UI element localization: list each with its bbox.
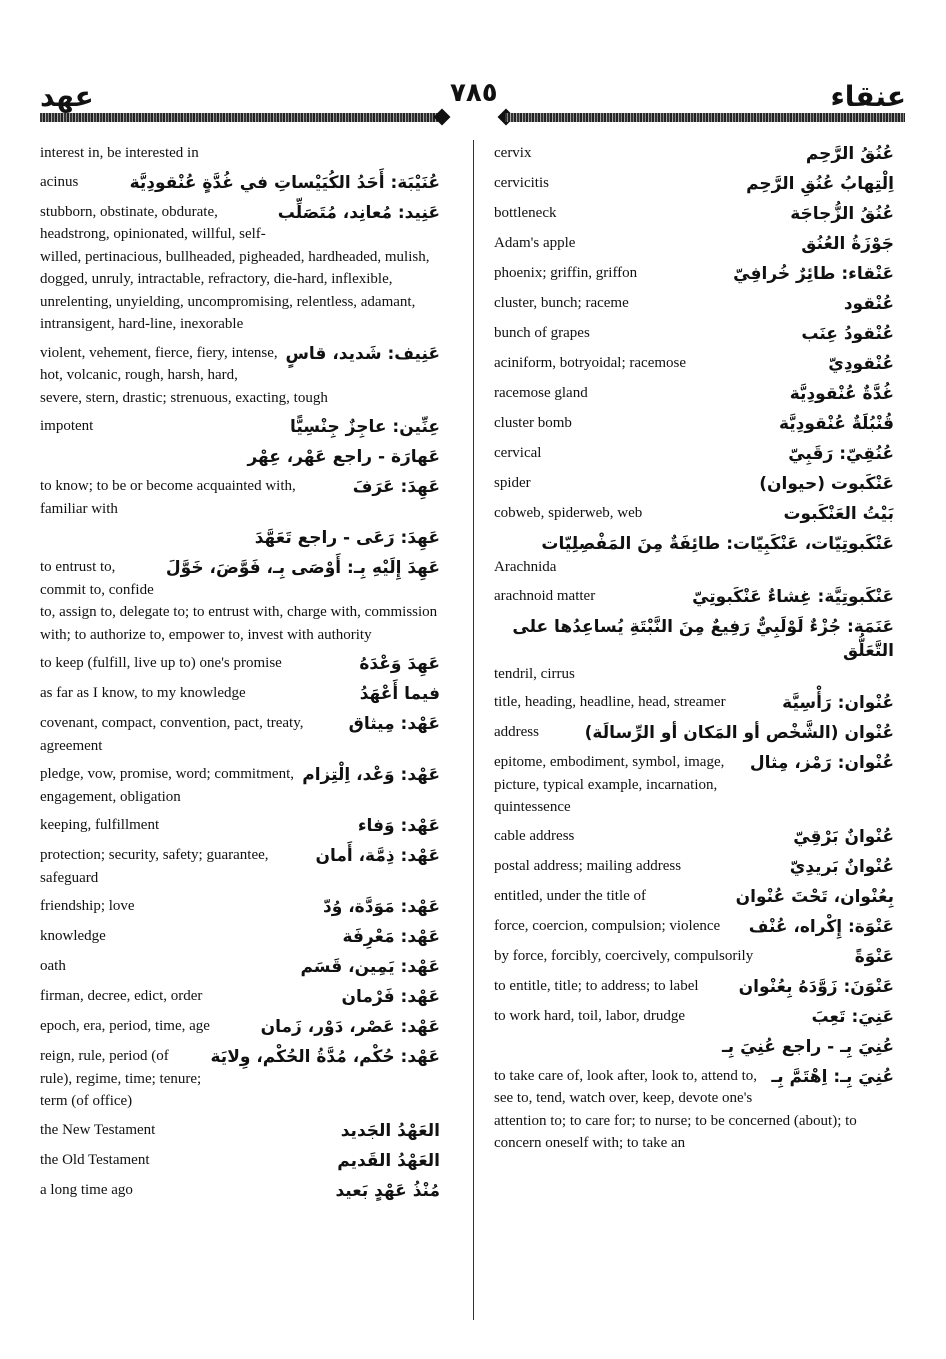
dictionary-entry (494, 292, 894, 316)
english-definition: spider (494, 475, 531, 491)
english-definition: stubborn, obstinate, obdurate, headstrong, opinionated, willful, self-willed, pertinacious, bullheaded, pigheaded, hardheaded, mulish, dogged, unruly, intractable, refractory, die-hard, inflexible, unrelenting, unyielding, uncompromising, relentless, adamant, intransigent, hard-line, inexorable (40, 203, 430, 332)
arabic-headword: عَهْد: وَعْد، اِلْتِزام (302, 765, 440, 785)
arabic-headword: عُنْوان: رَمْز، مِثال (749, 753, 894, 773)
arabic-headword: عُنْقود (843, 294, 894, 314)
page-header (0, 78, 946, 138)
dictionary-entry (494, 352, 894, 376)
dictionary-entry (494, 751, 894, 819)
english-definition: to entitle, title; to address; to label (494, 977, 699, 994)
dictionary-entry (40, 682, 440, 706)
dictionary-entry (494, 322, 894, 346)
arabic-headword: عَهِدَ إِلَيْهِ بِـ: أَوْصَى بِـ، فَوَّضَ، خَوَّلَ (165, 558, 440, 578)
english-definition: the New Testament (40, 1121, 156, 1138)
dictionary-entry (40, 763, 440, 808)
english-definition: address (494, 724, 539, 740)
dictionary-entry (494, 232, 894, 256)
arabic-headword: عَهْد: يَمِين، قَسَم (300, 957, 440, 977)
english-definition: friendship; love (40, 898, 135, 914)
dictionary-entry (494, 945, 894, 969)
english-definition: title, heading, headline, head, streamer (494, 694, 726, 710)
english-definition: impotent (40, 418, 94, 434)
english-definition: entitled, under the title of (494, 887, 647, 904)
dictionary-entry (40, 1015, 440, 1039)
english-definition: cable address (494, 827, 575, 844)
arabic-headword: عَهْد: مَوَدَّة، وُدّ (323, 897, 440, 917)
arabic-headword: جَوْزَةُ العُنُق (801, 234, 894, 254)
arabic-headword: عَهْد: وَفاء (357, 816, 440, 836)
english-definition: cervicitis (494, 175, 549, 191)
dictionary-entry (40, 652, 440, 676)
arabic-headword: عَنَمَة: جُزْءٌ لَوْلَبِيٌّ رَفِيعٌ مِنَ النَّبْتَةِ يُساعِدُها على التَّعَلُّق (512, 616, 894, 661)
english-definition: epoch, era, period, time, age (40, 1018, 210, 1034)
english-definition: acinus (40, 173, 79, 190)
dictionary-entry (494, 412, 894, 436)
dictionary-entry (494, 532, 894, 579)
dictionary-entry (494, 1035, 894, 1059)
dictionary-entry (40, 201, 440, 336)
arabic-headword: غُدَّةٌ عُنْقودِيَّة (789, 384, 894, 404)
english-definition: tendril, cirrus (494, 665, 575, 682)
english-definition: Arachnida (494, 559, 557, 575)
arabic-headword: عَهِدَ وَعْدَهُ (359, 654, 440, 674)
dictionary-entry (494, 502, 894, 526)
english-definition: keeping, fulfillment (40, 817, 160, 833)
dictionary-entry (494, 615, 894, 686)
dictionary-entry (494, 442, 894, 466)
page-number: ٧٨٥ (450, 78, 498, 108)
english-definition: to entrust to, commit to, confide to, assign to, delegate to; to entrust with, charge with, commission with; to authorize to, empower to, invest with authority (40, 559, 438, 643)
english-definition: to take care of, look after, look to, attend to, see to, tend, watch over, keep, devote one's attention to; to care for; to nurse; to be concerned (about); to concern oneself with; to take an (494, 1067, 857, 1151)
english-definition: to work hard, toil, labor, drudge (494, 1007, 686, 1024)
arabic-headword: فيما أَعْهَدُ (359, 684, 440, 704)
arabic-headword: عُنَيْبَة: أَحَدُ الكُيَيْساتِ في غُدَّةٍ عُنْقودِيَّة (129, 172, 440, 193)
diamond-ornament-left (434, 109, 451, 126)
arabic-headword: قُنْبُلَةٌ عُنْقودِيَّة (778, 414, 894, 434)
arabic-headword: عَهارَة - راجع عَهْر، عِهْر (247, 447, 440, 467)
arabic-headword: العَهْدُ القَديم (337, 1150, 440, 1171)
dictionary-entry (40, 955, 440, 979)
arabic-headword: عَنِيد: مُعانِد، مُتَصَلِّب (277, 202, 440, 223)
dictionary-entry (494, 1005, 894, 1029)
arabic-headword: عَنْكَبوتِيَّة: غِشاءٌ عَنْكَبوتِيّ (692, 586, 894, 607)
dictionary-entry (40, 1045, 440, 1113)
english-definition: as far as I know, to my knowledge (40, 685, 246, 701)
arabic-headword: مُنْذُ عَهْدٍ بَعيد (335, 1180, 440, 1201)
dictionary-entry (494, 202, 894, 226)
dictionary-entry (40, 985, 440, 1009)
arabic-headword: عَهِدَ: رَعَى - راجع تَعَهَّدَ (254, 528, 440, 548)
arabic-headword: عُنْقودُ عِنَب (801, 324, 894, 344)
english-definition: Adam's apple (494, 235, 576, 251)
arabic-headword: عُنِيَ بِـ: اِهْتَمَّ بِـ (771, 1066, 894, 1087)
dictionary-entry (494, 825, 894, 849)
english-definition: cluster, bunch; raceme (494, 295, 629, 311)
dictionary-entry (494, 691, 894, 715)
arabic-headword: العَهْدُ الجَديد (340, 1120, 440, 1141)
english-definition: arachnoid matter (494, 587, 596, 604)
arabic-headword: عَنْوَة: إِكْراه، عُنْف (748, 916, 894, 937)
arabic-headword: عَنْكَبوت (حيوان) (759, 474, 894, 494)
guide-word-right: عنقاء (830, 80, 906, 113)
arabic-headword: عَنِيَ: تَعِبَ (811, 1006, 894, 1027)
dictionary-entry (494, 262, 894, 286)
arabic-headword: عَنْكَبوتِيّات، عَنْكَبِيّات: طائِفَةٌ مِنَ المَفْصِلِيّات (541, 534, 894, 554)
english-definition: knowledge (40, 928, 106, 944)
english-definition: cervical (494, 445, 542, 461)
dictionary-entry (494, 1065, 894, 1155)
english-definition: cobweb, spiderweb, web (494, 505, 643, 521)
dictionary-entry (40, 556, 440, 646)
dictionary-entry (494, 142, 894, 166)
english-definition: the Old Testament (40, 1151, 150, 1168)
dictionary-entry (494, 855, 894, 879)
arabic-headword: عَهْد: مَعْرِفَة (342, 927, 440, 947)
english-definition: oath (40, 958, 66, 974)
dictionary-entry (40, 526, 440, 550)
english-definition: bottleneck (494, 205, 557, 221)
english-definition: aciniform, botryoidal; racemose (494, 355, 687, 371)
english-definition: cluster bomb (494, 415, 572, 431)
arabic-headword: عَنْقاء: طائِرٌ خُرافِيّ (733, 264, 894, 284)
dictionary-entry (494, 585, 894, 609)
right-column (494, 142, 894, 1161)
arabic-headword: عَهْد: فَرْمان (341, 987, 440, 1007)
dictionary-entry (494, 915, 894, 939)
dictionary-entry (40, 415, 440, 439)
left-column (40, 142, 440, 1209)
english-definition: to know; to be or become acquainted with, familiar with (40, 478, 296, 517)
dictionary-entry (40, 844, 440, 889)
dictionary-entry (494, 975, 894, 999)
arabic-headword: عُنُقُ الرَّحِم (805, 144, 894, 164)
dictionary-entry (40, 142, 440, 165)
arabic-headword: عَهِدَ: عَرَفَ (352, 477, 440, 497)
english-definition: a long time ago (40, 1181, 133, 1198)
english-definition: interest in, be interested in (40, 145, 199, 161)
english-definition: to keep (fulfill, live up to) one's promise (40, 655, 282, 671)
arabic-headword: عَهْد: حُكْم، مُدَّةُ الحُكْم، وِلايَة (210, 1047, 440, 1067)
arabic-headword: عُنْوانٌ بَرْقِيّ (793, 826, 894, 847)
english-definition: force, coercion, compulsion; violence (494, 917, 721, 934)
arabic-headword: عُنُقِيّ: رَقَبِيّ (788, 444, 894, 464)
english-definition: by force, forcibly, coercively, compulsorily (494, 947, 754, 964)
dictionary-entry (40, 895, 440, 919)
arabic-headword: اِلْتِهابُ عُنُقِ الرَّحِم (746, 174, 894, 194)
arabic-headword: عِنِّين: عاجِزٌ جِنْسِيًّا (289, 417, 440, 437)
dictionary-entry (40, 1149, 440, 1173)
english-definition: firman, decree, edict, order (40, 988, 203, 1004)
arabic-headword: عَهْد: عَصْر، دَوْر، زَمان (260, 1017, 440, 1037)
arabic-headword: عُنُقُ الزُّجاجَة (790, 204, 894, 224)
english-definition: pledge, vow, promise, word; commitment, engagement, obligation (40, 766, 294, 805)
english-definition: bunch of grapes (494, 325, 590, 341)
arabic-headword: عَنْوَةً (854, 946, 894, 967)
arabic-headword: عَنْوَنَ: زَوَّدَهُ بِعُنْوان (738, 976, 894, 997)
dictionary-entry (494, 885, 894, 909)
english-definition: postal address; mailing address (494, 857, 682, 874)
english-definition: phoenix; griffin, griffon (494, 265, 638, 281)
dictionary-entry (40, 925, 440, 949)
dictionary-entry (40, 342, 440, 410)
dictionary-entry (40, 445, 440, 469)
dictionary-entry (494, 721, 894, 745)
arabic-headword: بِعُنْوان، تَحْتَ عُنْوان (735, 886, 894, 907)
arabic-headword: عَهْد: ذِمَّة، أَمان (315, 846, 440, 866)
dictionary-entry (40, 1119, 440, 1143)
dictionary-entry (40, 712, 440, 757)
english-definition: epitome, embodiment, symbol, image, picture, typical example, incarnation, quintessence (494, 754, 725, 815)
arabic-headword: عُنْوان (الشَّخْص أو المَكان أو الرِّسالَة) (584, 723, 894, 743)
english-definition: violent, vehement, fierce, fiery, intense, hot, volcanic, rough, harsh, hard, severe, stern, drastic; strenuous, exacting, tough (40, 344, 328, 406)
english-definition: covenant, compact, convention, pact, treaty, agreement (40, 715, 304, 754)
dictionary-entry (494, 382, 894, 406)
dictionary-entry (40, 475, 440, 520)
dictionary-entry (494, 472, 894, 496)
arabic-headword: عُنِيَ بِـ - راجع عُنِيَ بِـ (721, 1036, 894, 1057)
dictionary-entry (40, 814, 440, 838)
guide-word-left: عهد (40, 80, 94, 113)
arabic-headword: عَنِيف: شَديد، قاسٍ (285, 343, 440, 364)
english-definition: racemose gland (494, 385, 588, 401)
english-definition: reign, rule, period (of rule), regime, time; tenure; term (of office) (40, 1048, 202, 1109)
dictionary-entry (40, 171, 440, 195)
english-definition: cervix (494, 145, 532, 161)
dictionary-entry (40, 1179, 440, 1203)
arabic-headword: عَهْد: مِيثاق (348, 714, 440, 734)
dictionary-entry (494, 172, 894, 196)
arabic-headword: عُنْوانٌ بَريدِيّ (789, 856, 894, 877)
header-rule-right (505, 113, 905, 122)
arabic-headword: عُنْقودِيّ (828, 354, 894, 374)
arabic-headword: عُنْوان: رَأْسِيَّة (782, 693, 894, 713)
english-definition: protection; security, safety; guarantee, safeguard (40, 847, 269, 886)
header-rule-left (40, 113, 440, 122)
column-divider (473, 140, 474, 1320)
arabic-headword: بَيْتُ العَنْكَبوت (783, 504, 894, 524)
